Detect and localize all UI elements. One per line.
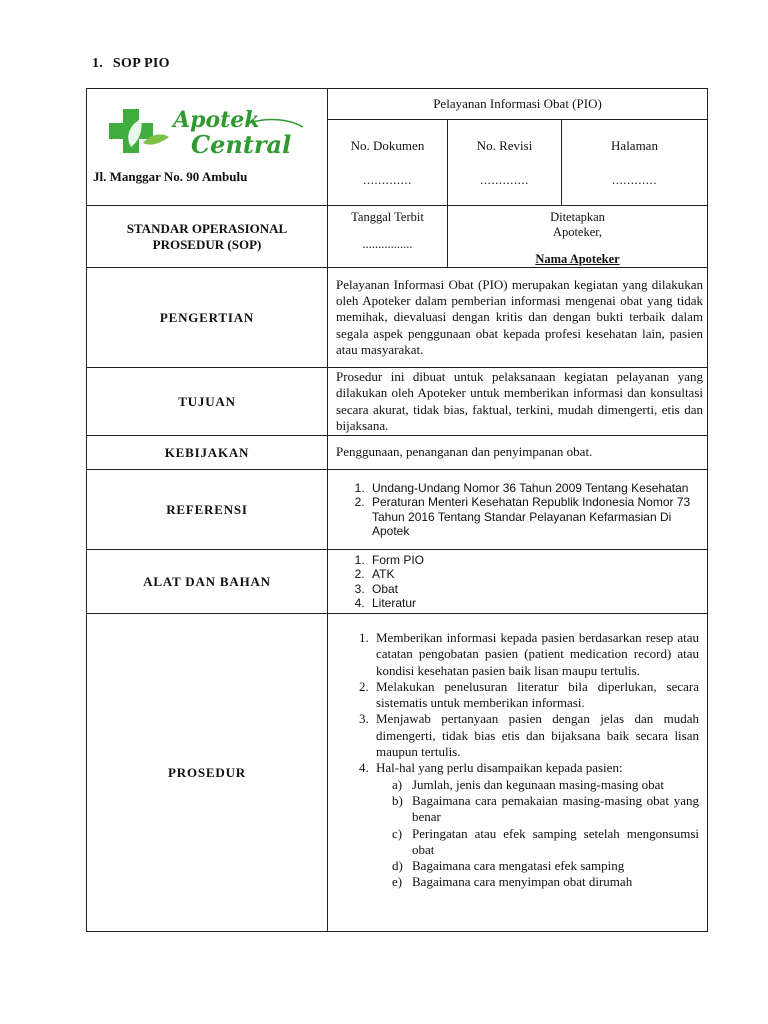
procedure-substep bbox=[392, 777, 699, 793]
apotek-central-logo bbox=[99, 103, 309, 165]
substep-marker: e) bbox=[392, 874, 403, 890]
procedure-substep bbox=[392, 826, 699, 859]
alat-bahan-cell bbox=[328, 550, 708, 614]
procedure-step-text: Hal-hal yang perlu disampaikan kepada pasien: bbox=[376, 760, 623, 776]
procedure-step bbox=[372, 760, 699, 890]
procedure-substep bbox=[392, 793, 699, 826]
procedure-substep bbox=[392, 874, 699, 890]
substep-marker: b) bbox=[392, 792, 403, 808]
kebijakan-text: Penggunaan, penanganan dan penyimpanan obat. bbox=[328, 436, 708, 470]
sop-title-line-1: STANDAR OPERASIONAL bbox=[126, 220, 288, 236]
prosedur-label: PROSEDUR bbox=[87, 614, 328, 932]
no-revisi-value: ............. bbox=[480, 171, 529, 187]
logo-text-1: Apotek bbox=[173, 107, 260, 133]
list-item: 1. Form PIO bbox=[368, 553, 707, 568]
referensi-label: REFERENSI bbox=[87, 470, 328, 550]
ditetapkan-label: Ditetapkan bbox=[550, 210, 605, 224]
prosedur-steps bbox=[328, 630, 707, 891]
apoteker-name: Nama Apoteker bbox=[535, 252, 620, 266]
no-revisi-cell bbox=[448, 120, 562, 206]
substep-marker: c) bbox=[392, 825, 403, 841]
referensi-cell bbox=[328, 470, 708, 550]
tanggal-terbit-cell bbox=[328, 206, 448, 268]
sop-table bbox=[86, 88, 708, 932]
no-dokumen-label: No. Dokumen bbox=[350, 137, 425, 153]
list-item: 2. ATK bbox=[368, 567, 707, 582]
halaman-cell bbox=[562, 120, 708, 206]
pengertian-text: Pelayanan Informasi Obat (PIO) merupakan kegiatan yang dilakukan oleh Apoteker dalam pemberian informasi mengenai obat yang tidak memihak, dievaluasi dengan kritis dan dengan bukti terbaik dalam segala aspek penggunaan obat kepada profesi kesehatan lain, pasien atau masyarakat. bbox=[328, 268, 708, 368]
alat-bahan-label: ALAT DAN BAHAN bbox=[87, 550, 328, 614]
substep-text: Bagaimana cara mengatasi efek samping bbox=[412, 858, 625, 874]
section-heading bbox=[92, 56, 170, 72]
list-item: 2. Peraturan Menteri Kesehatan Republik Indonesia Nomor 73 Tahun 2016 Tentang Standar Pelayanan Kefarmasian Di Apotek bbox=[368, 495, 707, 539]
substep-text: Bagaimana cara menyimpan obat dirumah bbox=[412, 874, 633, 890]
referensi-list bbox=[328, 481, 707, 539]
list-item: 3. Obat bbox=[368, 582, 707, 597]
list-item: 4. Literatur bbox=[368, 596, 707, 611]
procedure-substep bbox=[392, 858, 699, 874]
substep-text: Peringatan atau efek samping setelah mengonsumsi obat bbox=[412, 825, 699, 857]
no-revisi-label: No. Revisi bbox=[476, 137, 533, 153]
list-item: 1. Undang-Undang Nomor 36 Tahun 2009 Tentang Kesehatan bbox=[368, 481, 707, 496]
sop-title-line-2: PROSEDUR (SOP) bbox=[152, 236, 262, 252]
tujuan-text: Prosedur ini dibuat untuk pelaksanaan kegiatan pelayanan yang dilakukan oleh Apoteker untuk memberikan informasi dan konsultasi secara akurat, tidak bias, faktual, terkini, mudah dimengerti, etis dan bijaksana. bbox=[328, 368, 708, 436]
procedure-step: 2. Melakukan penelusuran literatur bila diperlukan, secara sistematis untuk memberikan informasi. bbox=[372, 679, 699, 712]
substep-marker: d) bbox=[392, 858, 403, 874]
ditetapkan-cell bbox=[448, 206, 708, 268]
kebijakan-label: KEBIJAKAN bbox=[87, 436, 328, 470]
substep-marker: a) bbox=[392, 776, 403, 792]
tanggal-terbit-value: ................ bbox=[362, 237, 413, 251]
section-number: 1. bbox=[92, 56, 104, 71]
section-title: SOP PIO bbox=[112, 56, 170, 71]
substep-text: Bagaimana cara pemakaian masing-masing obat yang benar bbox=[412, 792, 699, 825]
ditetapkan-role: Apoteker, bbox=[552, 225, 603, 239]
pharmacy-address: Jl. Manggar No. 90 Ambulu bbox=[93, 169, 248, 184]
procedure-step: 1. Memberikan informasi kepada pasien berdasarkan resep atau catatan pengobatan pasien (patient medication record) atau kondisi kesehatan pasien baik lisan maupu tertulis. bbox=[372, 630, 699, 679]
substep-text: Jumlah, jenis dan kegunaan masing-masing obat bbox=[412, 776, 665, 792]
document-title: Pelayanan Informasi Obat (PIO) bbox=[328, 89, 708, 120]
logo-cell bbox=[87, 89, 328, 206]
logo-text-2: Central bbox=[191, 130, 292, 159]
tujuan-label: TUJUAN bbox=[87, 368, 328, 436]
no-dokumen-value: ............. bbox=[363, 171, 412, 187]
pengertian-label: PENGERTIAN bbox=[87, 268, 328, 368]
sop-title bbox=[87, 206, 328, 268]
halaman-label: Halaman bbox=[611, 137, 658, 153]
prosedur-cell bbox=[328, 614, 708, 932]
procedure-substeps bbox=[376, 777, 699, 891]
procedure-step: 3. Menjawab pertanyaan pasien dengan jelas dan mudah dimengerti, tidak bias etis dan bijaksana baik secara lisan maupun tertulis. bbox=[372, 711, 699, 760]
alat-bahan-list bbox=[328, 553, 707, 611]
tanggal-terbit-label: Tanggal Terbit bbox=[351, 210, 424, 224]
halaman-value: ............ bbox=[612, 171, 657, 187]
no-dokumen-cell bbox=[328, 120, 448, 206]
